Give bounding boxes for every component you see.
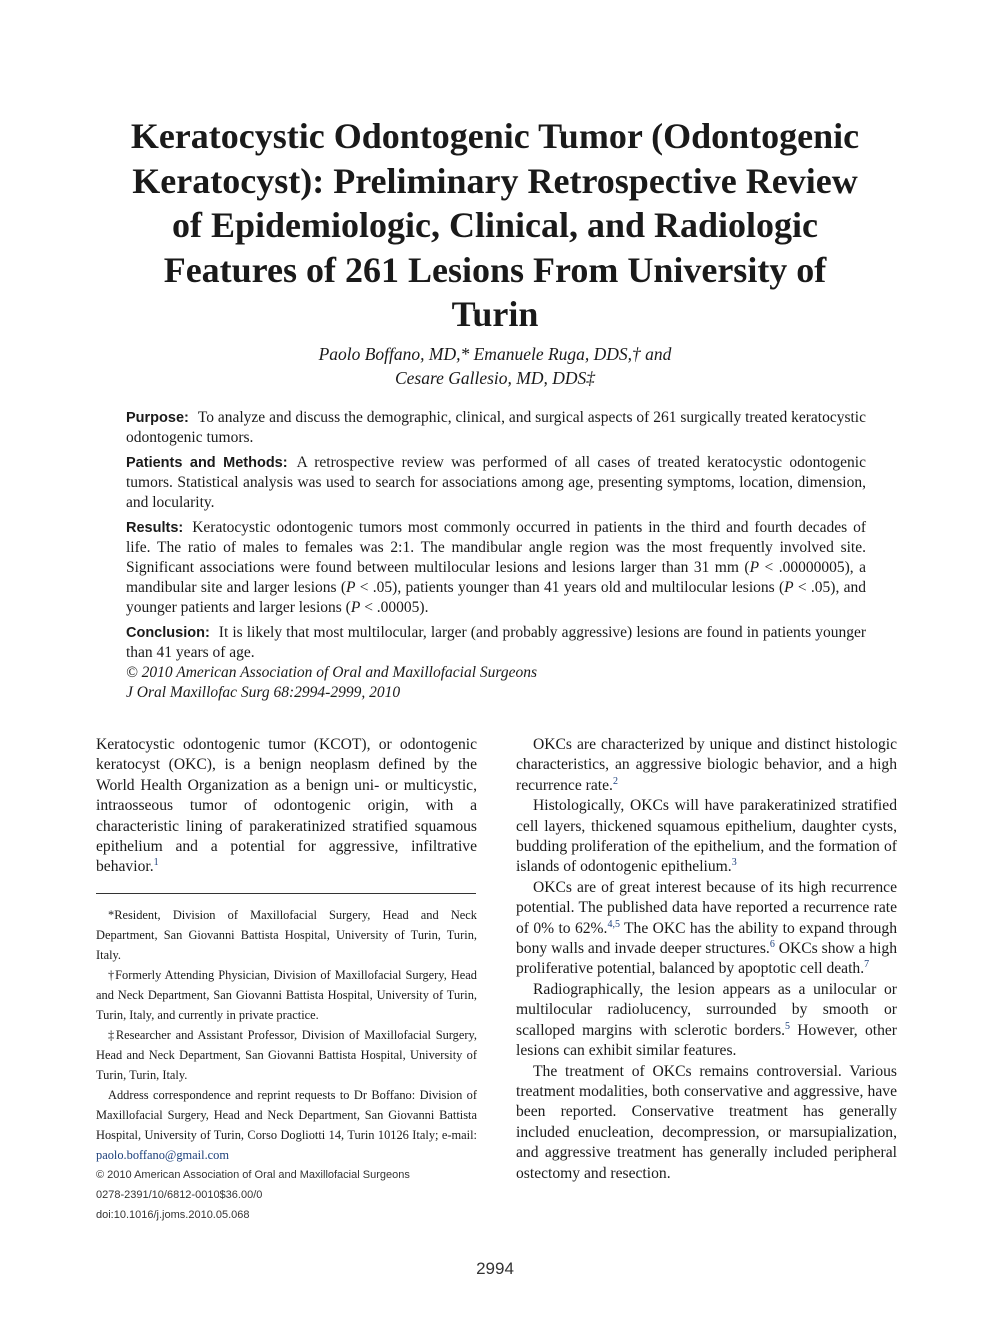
results-text-b: < .00000005), a mandibular site and larger lesions ( — [126, 559, 866, 596]
abstract — [126, 408, 866, 703]
body-paragraph — [516, 735, 897, 796]
footnote-divider — [96, 893, 476, 894]
purpose-label: Purpose: — [126, 410, 189, 426]
paragraph-text: OKCs show a high proliferative potential, balanced by apoptotic cell death. — [516, 940, 898, 978]
abstract-conclusion — [126, 623, 866, 663]
paragraph-text: OKCs are of great interest because of its high recurrence potential. The published data have reported a recurrence rate of 0% to 62%. — [516, 878, 897, 937]
journal-citation: J Oral Maxillofac Surg 68:2994-2999, 2010 — [126, 684, 401, 701]
abstract-results — [126, 518, 866, 618]
paragraph-text: Radiographically, the lesion appears as a unilocular or multilocular radiolucency, surrounded by smooth or scalloped margins with sclerotic borders. — [516, 980, 897, 1039]
conclusion-label: Conclusion: — [126, 625, 210, 641]
reference-link[interactable]: 1 — [153, 857, 159, 869]
reference-link[interactable]: 6 — [769, 938, 775, 950]
conclusion-text: It is likely that most multilocular, larger (and probably aggressive) lesions are found in patients younger than 41 years of age. — [126, 624, 866, 661]
p-value-symbol: P — [784, 579, 794, 596]
results-text-a: Keratocystic odontogenic tumors most commonly occurred in patients in the third and fourth decades of life. The ratio of males to females was 2:1. The mandibular angle region was the most frequently involved site. Significant associations were found between multilocular lesions and lesions larger than 31 mm ( — [126, 519, 866, 576]
p-value-symbol: P — [749, 559, 760, 576]
p-value-symbol: P — [350, 599, 361, 616]
results-label: Results: — [126, 520, 184, 536]
abstract-copyright: © 2010 American Association of Oral and Maxillofacial Surgeons — [126, 664, 538, 681]
reference-link[interactable]: 2 — [612, 775, 618, 787]
footnote-attending: †Formerly Attending Physician, Division of Maxillofacial Surgery, Head and Neck Department, San Giovanni Battista Hospital, University of Turin, Turin, Italy, and currently in private practice. — [96, 968, 477, 1022]
paragraph-text: The OKC has the ability to expand through bony walls and invade deeper structures. — [516, 919, 897, 958]
email-link[interactable]: paolo.boffano@gmail.com — [96, 1148, 229, 1162]
author-list — [120, 342, 870, 390]
reference-link[interactable]: 4,5 — [607, 918, 620, 930]
issn-code: 0278-2391/10/6812-0010$36.00/0 — [96, 1189, 263, 1201]
abstract-purpose — [126, 408, 866, 448]
body-paragraph — [516, 796, 897, 878]
intro-text: Keratocystic odontogenic tumor (KCOT), or odontogenic keratocyst (OKC), is a benign neoplasm defined by the World Health Organization as a benign uni- or multicystic, intraosseous tumor of odontogenic origin, with a characteristic lining of parakeratinized stratified squamous epithelium and a potential for aggressive, infiltrative behavior. — [96, 736, 477, 876]
purpose-text: To analyze and discuss the demographic, clinical, and surgical aspects of 261 surgically treated keratocystic odontogenic tumors. — [126, 409, 866, 446]
abstract-methods — [126, 453, 866, 513]
article-title: Keratocystic Odontogenic Tumor (Odontogenic Keratocyst): Preliminary Retrospective Review of Epidemiologic, Clinical, and Radiologic Features of 261 Lesions From University of Turin — [130, 116, 860, 334]
body-paragraph — [516, 980, 897, 1062]
reference-link[interactable]: 5 — [785, 1020, 791, 1032]
footnote-resident: *Resident, Division of Maxillofacial Surgery, Head and Neck Department, San Giovanni Battista Hospital, University of Turin, Turin, Italy. — [96, 908, 477, 962]
methods-text: A retrospective review was performed of all cases of treated keratocystic odontogenic tumors. Statistical analysis was used to search for associations among age, presenting symptoms, location, dimension, and locularity. — [126, 454, 866, 511]
body-paragraph — [516, 1062, 897, 1184]
footnote-researcher: ‡Researcher and Assistant Professor, Division of Maxillofacial Surgery, Head and Neck Department, San Giovanni Battista Hospital, University of Turin, Turin, Italy. — [96, 1028, 477, 1082]
footnote-copyright: © 2010 American Association of Oral and Maxillofacial Surgeons — [96, 1169, 410, 1181]
results-text-e: < .00005). — [360, 599, 429, 616]
results-text-d: < .05), and younger patients and larger lesions ( — [126, 579, 866, 616]
author-line-1: Paolo Boffano, MD,* Emanuele Ruga, DDS,† and — [318, 344, 672, 364]
paragraph-text: Histologically, OKCs will have parakeratinized stratified cell layers, thickened squamous epithelium, daughter cysts, budding proliferation of the epithelium, and the formation of islands of odontogenic epithelium. — [516, 797, 897, 876]
reference-link[interactable]: 7 — [864, 959, 870, 971]
intro-paragraph — [96, 735, 477, 878]
doi-link[interactable]: doi:10.1016/j.joms.2010.05.068 — [96, 1209, 250, 1221]
footnotes — [96, 905, 477, 1225]
body-paragraph — [516, 878, 897, 980]
p-value-symbol: P — [346, 579, 356, 596]
results-text-c: < .05), patients younger than 41 years old and multilocular lesions ( — [355, 579, 785, 596]
paragraph-text: However, other lesions can exhibit similar features. — [516, 1021, 897, 1060]
address-text: Address correspondence and reprint requests to Dr Boffano: Division of Maxillofacial Surgery, Head and Neck Department, San Giovanni Battista Hospital, University of Turin, Corso Dogliotti 14, Turin 10126 Italy; e-mail: — [96, 1088, 477, 1142]
methods-label: Patients and Methods: — [126, 455, 288, 471]
author-line-2: Cesare Gallesio, MD, DDS‡ — [394, 368, 596, 388]
footnote-address — [96, 1085, 477, 1165]
paragraph-text: OKCs are characterized by unique and distinct histologic characteristics, an aggressive biologic behavior, and a high recurrence rate. — [516, 736, 897, 794]
right-column — [516, 735, 897, 1184]
page-number: 2994 — [476, 1259, 514, 1278]
reference-link[interactable]: 3 — [731, 857, 737, 869]
paragraph-text: The treatment of OKCs remains controversial. Various treatment modalities, both conservative and aggressive, have been reported. Conservative treatment has generally included enucleation, decompression, or marsupialization, and aggressive treatment has generally included peripheral ostectomy and resection. — [516, 1062, 897, 1182]
left-column — [96, 735, 477, 878]
